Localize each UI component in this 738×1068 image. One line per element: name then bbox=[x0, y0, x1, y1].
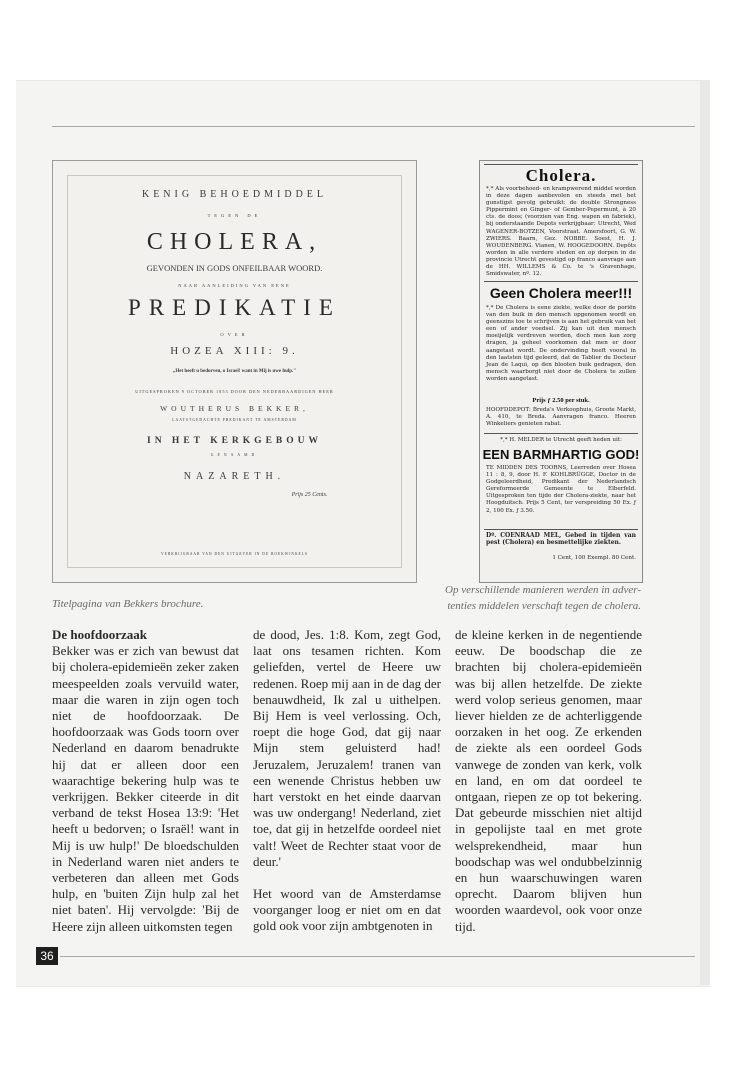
top-rule bbox=[52, 126, 695, 127]
page-edge-shadow bbox=[700, 80, 710, 985]
brochure-price: Prijs 25 Cents. bbox=[291, 492, 328, 498]
article-column-2 bbox=[253, 627, 441, 935]
footer-rule bbox=[60, 956, 695, 957]
ad3-intro: *,* H. MELDER te Utrecht geeft heden uit: bbox=[500, 437, 622, 443]
brochure-line-5: NAAR AANLEIDING VAN EENE bbox=[178, 283, 291, 288]
brochure-line-11: WOUTHERUS BEKKER, bbox=[160, 404, 309, 413]
ad1-body: *,* Als voorbehoed- en krampwerend middel worden in deze dagen aanbevolen en steeds met het gunstigst gevolg gebruikt: de double Strongness Pippermint en Ginger- of Gember-Pepermunt, à 20 cts. de doos; (voorzien van Eng. wapen en fabriek), bij onderstaande Depots verkrijgbaar: Utrecht, Wed WAGENER-BOTZEN, Voorstraat. Amersfoort, G. W. ZWIERS. Baarn, Gez. NOBBE. Soest, H. J. WOUDENBERG. Vianen, W. HOOGEDOORN. Depôts worden in alle verdere steden en op dorpen in de provincie Utrecht gevestigd op franco aanvrage aan de HH. WILLEMS & Co. te 's Gravenhage, Smidswater, nº. 12. bbox=[486, 186, 636, 278]
article-column-3 bbox=[455, 627, 642, 935]
ad2-title: Geen Cholera meer!!! bbox=[489, 285, 633, 301]
column-3-text: de kleine kerken in de negentiende eeuw. De boodschap die ze brachten bij cholera-epidemieën was bij allen hetzelfde. De ziekte werd volop serieus genomen, maar liever hielden ze de achterliggende oorzaken in het oog. Ze erkenden de ziekte als een oordeel Gods vanwege de zonden van kerk, volk en land, en om dat oordeel te ontgaan, riepen ze op tot bekering. Dat gebeurde misschien niet altijd in gepolijste taal en met grote welsprekendheid, maar hun boodschap was wel ondubbelzinnig en hun waarschuwingen waren oprecht. Daarom blijven hun woorden waardevol, ook voor onze tijd. bbox=[455, 627, 642, 934]
brochure-title-cholera: CHOLERA, bbox=[146, 229, 323, 255]
ad-rule bbox=[484, 164, 638, 165]
caption-left: Titelpagina van Bekkers brochure. bbox=[52, 598, 204, 610]
brochure-line-4: GEVONDEN IN GODS ONFEILBAAR WOORD. bbox=[146, 263, 323, 273]
column-2-text-b: Het woord van de Amsterdamse voorganger loog er niet om en dat gold ook voor zijn ambtgenoten in bbox=[253, 886, 441, 934]
brochure-line-12: LAATSTGEDACHTE PREDIKANT TE AMSTERDAM bbox=[172, 418, 297, 422]
brochure-line-13: IN HET KERKGEBOUW bbox=[147, 436, 322, 446]
ad1-title: Cholera. bbox=[525, 166, 597, 185]
ad4-body: 1 Cent, 100 Exempl. 80 Cent. bbox=[552, 555, 636, 561]
brochure-line-14: GENAAMD bbox=[210, 453, 259, 457]
ad-rule bbox=[484, 281, 638, 282]
caption-right-line-1: Op verschillende manieren werden in adver- bbox=[445, 584, 641, 596]
ad2-body: *,* De Cholera is eene ziekte, welke door de poriën van den buik in den mensch opgenomen wordt en geenszins toe te schrijven is aan het gebruik van het een of ander voedsel. Zij kan uit den mensch moeijelijk verdreven worden, doch men kan zorg dragen, ja geheel voorkomen dat men er door aangetast wordt. De ondervinding heeft vooral in den laatsten tijd geleerd, dat de Tablier du Docteur Jean de Laqui, op den blooten buik gedragen, den mensch waarborgt niet door de Cholera te zullen worden aangetast. bbox=[486, 305, 636, 382]
ad-rule bbox=[484, 433, 638, 434]
caption-right-line-2: tenties middelen verschaft tegen de cholera. bbox=[447, 600, 641, 612]
brochure-line-2: TEGEN DE bbox=[207, 213, 262, 218]
brochure-title-page-image bbox=[52, 160, 417, 583]
ad3-body: TE MIDDEN DES TOORNS, Leerreden over Hosea 11 : 8, 9, door H. F. KOHLBRÜGGE, Doctor in de Godgeleerdheid, Predikant der Nederlandsch Gereformeerde Gemeente te Elberfeld. Uitgesproken ten tijde der Cholera-ziekte, naar het Hoogduitsch. Prijs 5 Cent, ter verspreiding 50 Ex. ƒ 2, 100 Ex. ƒ 3.50. bbox=[486, 465, 636, 514]
brochure-line-7: OVER bbox=[220, 332, 249, 337]
section-heading: De hoofdoorzaak bbox=[52, 627, 147, 642]
ad2-depot: HOOFDDEPOT: Breda's Verkoophuis, Groote Markt, A. 410, te Breda. Aanvragen franco. Heeren Winkeliers genieten rabat. bbox=[486, 407, 636, 428]
article-column-1 bbox=[52, 627, 239, 935]
ad3-title: EEN BARMHARTIG GOD! bbox=[482, 447, 640, 462]
ad2-price: Prijs ƒ 2.50 per stuk. bbox=[532, 397, 590, 404]
column-2-text-a: de dood, Jes. 1:8. Kom, zegt God, laat ons tesamen richten. Kom geliefden, vertel de Heere uw redenen. Roep mij aan in de dag der benauwdheid, Ik zal u uithelpen. Bij Hem is veel verlossing. Och, roept die hoge God, dat gij naar Mijn stem geluisterd had! Jeruzalem, Jeruzalem! tranen van een wenende Christus hebben uw hart verstokt en het einde daarvan was uw ondergang! Nederland, ziet toe, dat gij in hetzelfde oordeel niet valt! Weet de Rechter staat voor de deur.' bbox=[253, 627, 441, 869]
brochure-line-17: VERKRIJGBAAR VAN DEN UITGEVER IN DE BOEKWINKELS bbox=[161, 552, 308, 556]
page-number: 36 bbox=[36, 947, 58, 965]
cholera-advertisements-image bbox=[479, 160, 643, 583]
ad-rule bbox=[484, 529, 638, 530]
ad4-title: Dº. COENRAAD MEL, Gebed in tijden van pest (Cholera) en besmettelijke ziekten. bbox=[486, 532, 636, 547]
brochure-line-9: „Het heeft u bedorven, o Israel! want in Mij is uwe hulp." bbox=[172, 369, 297, 374]
brochure-line-10: UITGESPROKEN 9 OCTOBER 1853 DOOR DEN NEDERBAARDIGEN HEER bbox=[135, 389, 334, 394]
brochure-line-8: HOZEA XIII: 9. bbox=[170, 345, 299, 357]
brochure-line-15: NAZARETH. bbox=[183, 471, 286, 482]
column-1-text: Bekker was er zich van bewust dat bij cholera-epidemieën zeker zaken meespeelden zoals vervuild water, maar die waren in zijn ogen toch niet de hoofdoorzaak. De hoofdoorzaak was Gods toorn over Nederland en daarom benadrukte hij dat er alleen door een waarachtige bekering hulp was te verkrijgen. Bekker citeerde in dit verband de tekst Hosea 13:9: 'Het heeft u bedorven; o Israël! want in Mij is uw hulp!' De bloedschulden in Nederland waren niet anders te verbeteren dan alleen met Gods hulp, en 'buiten Zijn hulp zal het niet baten'. Hij vervolgde: 'Bij de Heere zijn alleen uitkomsten tegen bbox=[52, 643, 239, 934]
brochure-title-predikatie: PREDIKATIE bbox=[128, 295, 341, 320]
brochure-line-1: KENIG BEHOEDMIDDEL bbox=[141, 189, 328, 200]
